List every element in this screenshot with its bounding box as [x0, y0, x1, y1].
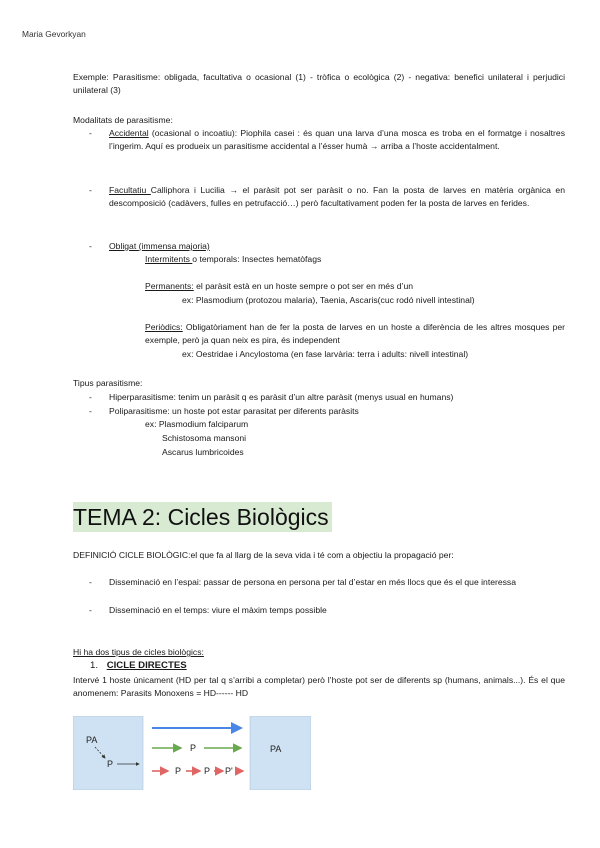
- term-accidental: Accidental: [109, 128, 149, 138]
- term-permanents: Permanents:: [145, 281, 194, 291]
- right-box-label: PA: [270, 744, 282, 754]
- term-obligat: Obligat: [109, 241, 139, 251]
- cicle-directes-title: CICLE DIRECTES: [106, 660, 187, 671]
- permanents-example: ex: Plasmodium (protozou malaria), Taenia, Ascaris(cuc rodó nivell intestinal): [182, 295, 475, 305]
- author-name: Maria Gevorkyan: [22, 29, 86, 39]
- obligat-text: (immensa majoria): [138, 241, 210, 251]
- mid-p1: P: [190, 743, 197, 753]
- definicio-line: [73, 549, 454, 562]
- term-intermitents: Intermitents: [145, 254, 193, 264]
- bullet-dash: -: [89, 577, 92, 587]
- modalitats-heading: Modalitats de parasitisme:: [73, 115, 173, 125]
- mid-p3: P: [204, 766, 211, 776]
- bullet-dash: -: [89, 185, 92, 195]
- hiperparasitisme-text: Hiperparasitisme: tenim un paràsit q es paràsit d’un altre paràsit (menys usual en humans): [109, 392, 454, 402]
- tipus-heading: Tipus parasitisme:: [73, 378, 143, 388]
- bullet-dash: -: [89, 392, 92, 402]
- poliparasitisme-text: Poliparasitisme: un hoste pot estar parasitat per diferents paràsits: [109, 406, 359, 416]
- bullet-dash: -: [89, 605, 92, 615]
- accidental-text: (ocasional o incoatiu): Piophila casei : és quan una larva d’una mosca es troba en el formatge i nosaltres l’ingerim. Aquí es produeix un parasitisme accidental a l’ésser humà → arriba a l’hoste accidentalment.: [109, 128, 565, 151]
- mid-p2: P: [175, 766, 182, 776]
- bullet-dash: -: [89, 406, 92, 416]
- example-ascarus: Ascarus lumbricoides: [162, 447, 244, 457]
- left-host-box: [73, 716, 143, 790]
- left-box-p: P: [107, 759, 114, 769]
- cicle-directes-line: [90, 659, 187, 672]
- bullet-dash: -: [89, 241, 92, 251]
- cicle-directe-diagram: [73, 716, 311, 790]
- bullet-dash: -: [89, 128, 92, 138]
- term-facultatiu: Facultatiu: [109, 185, 151, 195]
- list-number: 1.: [90, 660, 99, 671]
- cicle-directes-text: Intervé 1 hoste únicament (HD per tal q s’arribi a completar) però l’hoste pot ser de diferents sp (humans, animals...). És el que anomenem: Parasits Monoxens = HD------ HD: [73, 675, 565, 698]
- section-title: TEMA 2: Cicles Biològics: [73, 502, 332, 532]
- example-plasmodium: ex: Plasmodium falciparum: [145, 419, 249, 429]
- intermitents-text: o temporals: Insectes hematòfags: [192, 254, 322, 264]
- periodics-example: ex: Oestridae i Ancylostoma (en fase larvària: terra i adults: nivell intestinal): [182, 349, 469, 359]
- term-periodics: Periòdics:: [145, 322, 183, 332]
- cicles-heading: Hi ha dos tipus de cicles biològics:: [73, 647, 204, 657]
- periodics-line: [145, 321, 565, 347]
- mid-p4: P': [225, 766, 233, 776]
- disseminacio-temps-text: Disseminació en el temps: viure el màxim temps possible: [109, 605, 327, 615]
- definicio-text: el que fa al llarg de la seva vida i té com a objectiu la propagació per:: [190, 550, 454, 560]
- permanents-line: [145, 280, 413, 293]
- periodics-text: Obligatòriament han de fer la posta de larves en un hoste a diferència de les altres mosques per exemple, però ja quan neix es pira, és independent: [145, 322, 565, 345]
- permanents-text: el paràsit està en un hoste sempre o pot ser en més d’un: [193, 281, 414, 291]
- intro-paragraph: Exemple: Parasitisme: obligada, facultativa o ocasional (1) - tròfica o ecològica (2) - negativa: benefici unilateral i perjudici unilateral (3): [73, 72, 565, 95]
- facultatiu-text: Calliphora i Lucilia → el paràsit pot ser paràsit o no. Fan la posta de larves en matèria orgànica en descomposició (cadàvers, fulles en petrufacció…) però facultativament poden fer la posta de larves en ferides.: [109, 185, 565, 208]
- definicio-label: DEFINICIÓ CICLE BIOLÒGIC:: [73, 550, 191, 560]
- disseminacio-espai-text: Disseminació en l’espai: passar de persona en persona per tal d’estar en més llocs que és el que interessa: [109, 577, 516, 587]
- intermitents-line: [145, 253, 321, 266]
- example-schistosoma: Schistosoma mansoni: [162, 433, 247, 443]
- left-box-label: PA: [86, 735, 98, 745]
